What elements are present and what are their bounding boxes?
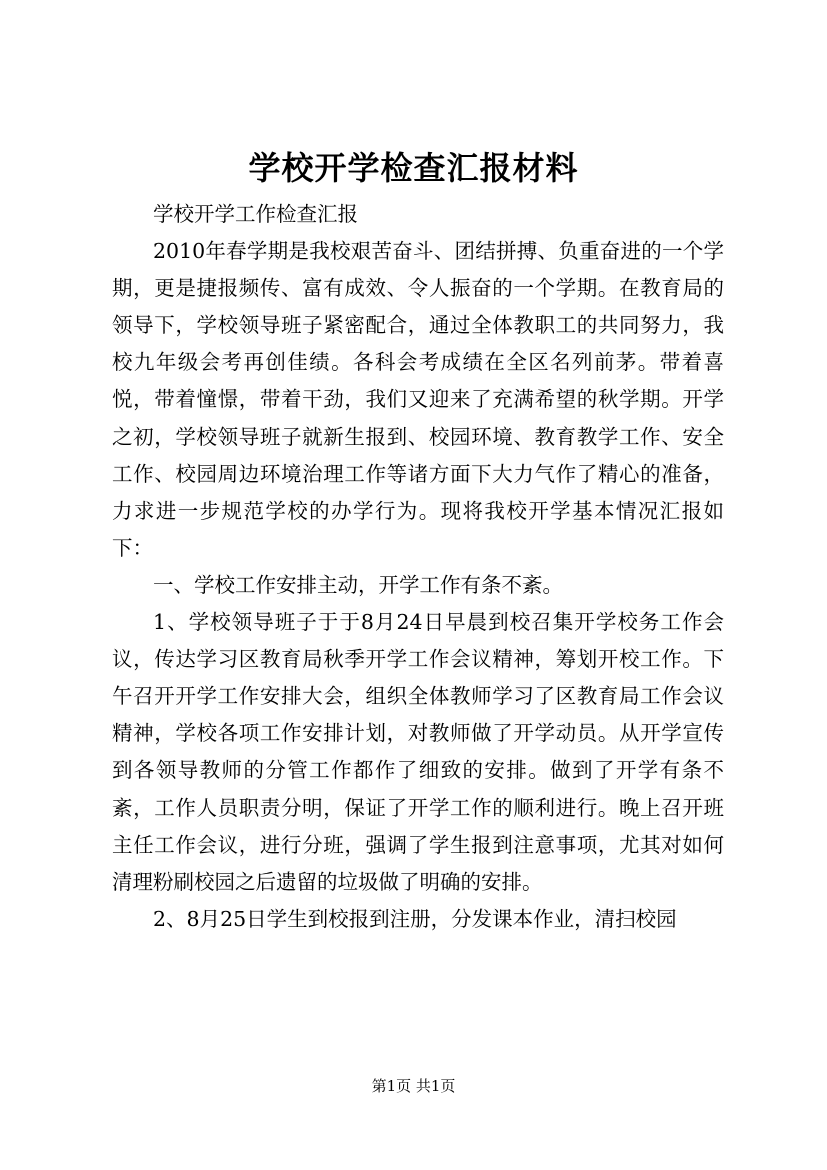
section-heading-1: 一、学校工作安排主动，开学工作有条不紊。 [153,572,563,597]
item-paragraph-2: 2、8月25日学生到校报到注册，分发课本作业，清扫校园 [153,906,677,931]
page-number-footer: 第1页 共1页 [371,1077,456,1095]
item-paragraph-1: 1、学校领导班子于于8月24日早晨到校召集开学校务工作会议，传达学习区教育局秋季开学工作会议精神，筹划开校工作。下午召开开学工作安排大会，组织全体教师学习了区教育局工作会议精神，学校各项工作安排计划，对教师做了开学动员。从开学宣传到各领导教师的分管工作都作了细致的安排。做到了开学有条不紊，工作人员职责分明，保证了开学工作的顺利进行。晚上召开班主任工作会议，进行分班，强调了学生报到注意事项，尤其对如何清理粉刷校园之后遗留的垃圾做了明确的安排。 [112,610,724,894]
intro-paragraph: 2010年春学期是我校艰苦奋斗、团结拼搏、负重奋进的一个学期，更是捷报频传、富有成效、令人振奋的一个学期。在教育局的领导下，学校领导班子紧密配合，通过全体教职工的共同努力，我校九年级会考再创佳绩。各科会考成绩在全区名列前茅。带着喜悦，带着憧憬，带着干劲，我们又迎来了充满希望的秋学期。开学之初，学校领导班子就新生报到、校园环境、教育教学工作、安全工作、校园周边环境治理工作等诸方面下大力气作了精心的准备，力求进一步规范学校的办学行为。现将我校开学基本情况汇报如下： [112,239,724,560]
subtitle-paragraph: 学校开学工作检查汇报 [153,202,358,226]
document-body [112,196,724,938]
document-title: 学校开学检查汇报材料 [248,149,579,187]
